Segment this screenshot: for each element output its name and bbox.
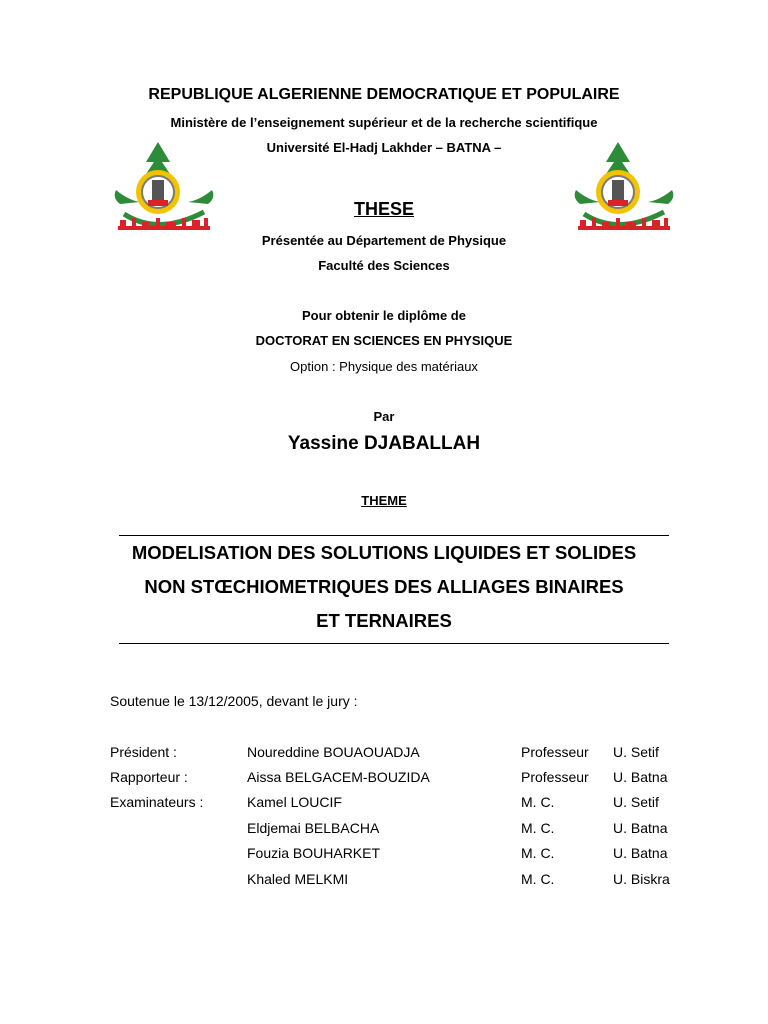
jury-university: U. Biskra bbox=[613, 871, 670, 887]
jury-grade: M. C. bbox=[521, 794, 555, 810]
jury-grade: M. C. bbox=[521, 871, 555, 887]
jury-name: Khaled MELKMI bbox=[247, 871, 349, 887]
department-line: Présentée au Département de Physique bbox=[261, 233, 507, 248]
jury-name: Noureddine BOUAOUADJA bbox=[247, 744, 420, 760]
theme-top-divider bbox=[119, 535, 669, 536]
ministry-heading: Ministère de l’enseignement supérieur et de la recherche scientifique bbox=[170, 115, 598, 130]
jury-university: U. Setif bbox=[613, 794, 659, 810]
jury-name: Kamel LOUCIF bbox=[247, 794, 342, 810]
obtain-line: Pour obtenir le diplôme de bbox=[302, 308, 466, 323]
university-heading: Université El-Hadj Lakhder – BATNA – bbox=[266, 140, 502, 155]
by-label: Par bbox=[373, 409, 395, 424]
jury-university: U. Batna bbox=[613, 845, 668, 861]
jury-role: Examinateurs : bbox=[110, 794, 204, 810]
jury-university: U. Setif bbox=[613, 744, 659, 760]
theme-label: THEME bbox=[361, 493, 407, 508]
university-logo-right bbox=[570, 140, 678, 246]
author-name: Yassine DJABALLAH bbox=[287, 433, 481, 454]
defense-line: Soutenue le 13/12/2005, devant le jury : bbox=[110, 693, 358, 709]
republic-heading: REPUBLIQUE ALGERIENNE DEMOCRATIQUE ET POPULAIRE bbox=[148, 86, 620, 103]
jury-row bbox=[0, 744, 768, 764]
university-crest-icon bbox=[570, 140, 678, 246]
theme-line-3: ET TERNAIRES bbox=[316, 610, 452, 631]
option-line: Option : Physique des matériaux bbox=[290, 359, 478, 374]
jury-university: U. Batna bbox=[613, 820, 668, 836]
thesis-title: THESE bbox=[353, 199, 414, 219]
theme-line-2: NON STŒCHIOMETRIQUES DES ALLIAGES BINAIRES bbox=[144, 576, 624, 597]
jury-grade: Professeur bbox=[521, 744, 589, 760]
jury-university: U. Batna bbox=[613, 769, 668, 785]
degree-line: DOCTORAT EN SCIENCES EN PHYSIQUE bbox=[255, 333, 513, 348]
jury-name: Aissa BELGACEM-BOUZIDA bbox=[247, 769, 430, 785]
jury-grade: M. C. bbox=[521, 845, 555, 861]
jury-grade: M. C. bbox=[521, 820, 555, 836]
jury-role: Rapporteur : bbox=[110, 769, 188, 785]
university-crest-icon bbox=[110, 140, 218, 246]
jury-row bbox=[0, 845, 768, 865]
faculty-line: Faculté des Sciences bbox=[318, 258, 450, 273]
jury-name: Eldjemai BELBACHA bbox=[247, 820, 380, 836]
theme-line-1: MODELISATION DES SOLUTIONS LIQUIDES ET SOLIDES bbox=[131, 542, 637, 563]
jury-row bbox=[0, 769, 768, 789]
jury-row bbox=[0, 794, 768, 814]
jury-grade: Professeur bbox=[521, 769, 589, 785]
university-logo-left bbox=[110, 140, 218, 246]
jury-role: Président : bbox=[110, 744, 177, 760]
jury-name: Fouzia BOUHARKET bbox=[247, 845, 381, 861]
theme-bottom-divider bbox=[119, 643, 669, 644]
jury-row bbox=[0, 871, 768, 891]
jury-row bbox=[0, 820, 768, 840]
